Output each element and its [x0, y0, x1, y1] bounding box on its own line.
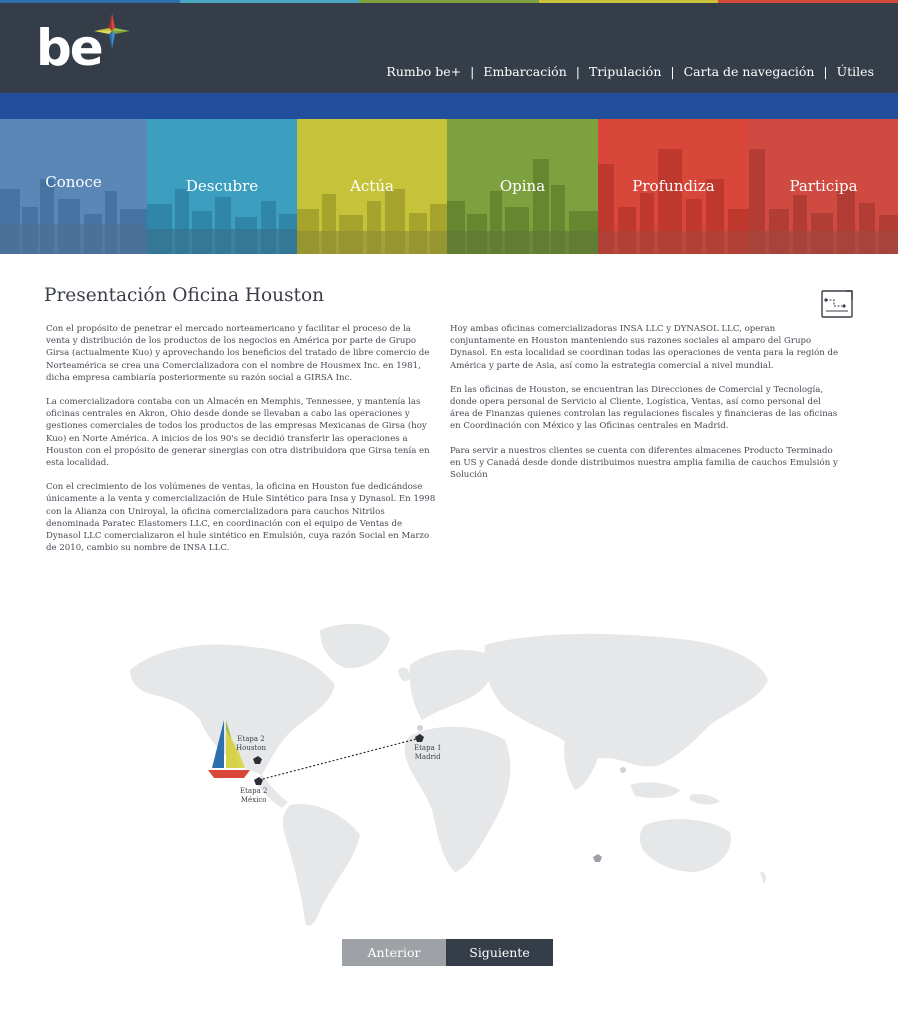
paragraph: Con el crecimiento de los volúmenes de ventas, la oficina en Houston fue dedicándose únicamente a la venta y comercialización de Hule Sintético para Insa y Dynasol. En 1998 con la Alianza con Uniroyal, la oficina comercializadora para cauchos Nitrilos denominada Paratec Elastomers LLC, en coordinación con el equipo de Ventas de Dynasol LLC comercializaron el hule sintético en Emulsión, cuya razón Social en Marzo de 2010, cambio su nombre de INSA LLC. [46, 482, 436, 554]
world-map [120, 610, 800, 930]
previous-button[interactable]: Anterior [342, 939, 446, 966]
text-column-left [46, 323, 436, 566]
category-label: Opina [499, 177, 546, 195]
nav-rumbo[interactable]: Rumbo be+ [386, 64, 462, 79]
category-label: Actúa [350, 177, 394, 195]
world-map-graphic [120, 610, 800, 930]
paragraph: En las oficinas de Houston, se encuentran las Direcciones de Comercial y Tecnología, donde opera personal de Servicio al Cliente, Logística, Ventas, así como personal del área de Finanzas quienes controlan las regulaciones fiscales y financieras de las oficinas en Coordinación con México y las Oficinas centrales en Madrid. [450, 384, 838, 432]
category-profundiza[interactable] [598, 119, 749, 254]
text-column-right [450, 323, 842, 493]
logo[interactable] [36, 11, 136, 81]
marker-label-houston [236, 735, 266, 752]
pager [342, 939, 553, 966]
category-participa[interactable] [749, 119, 898, 254]
map-document-icon[interactable] [820, 288, 856, 320]
main-nav [386, 64, 874, 79]
category-conoce[interactable] [0, 119, 147, 254]
paragraph: Para servir a nuestros clientes se cuenta con diferentes almacenes Producto Terminado en US y Canadá desde donde distribuimos nuestra amplia familia de cauchos Emulsión y Solución [450, 445, 838, 481]
category-label: Participa [789, 177, 858, 195]
paragraph: La comercializadora contaba con un Almacén en Memphis, Tennessee, y mantenía las oficinas centrales en Akron, Ohio desde donde se llevaban a cabo las operaciones y gestiones comerciales de todos los productos de las empresas Mexicanas de Girsa (hoy Kuo) en Norte América. A inicios de los 90's se decidió transferir las operaciones a Houston con el propósito de generar sinergias con otra distribuidora que Girsa tenía en esta localidad. [46, 397, 430, 469]
page-title: Presentación Oficina Houston [44, 285, 325, 306]
category-actua[interactable] [297, 119, 447, 254]
nav-embarcacion[interactable]: Embarcación [483, 64, 567, 79]
marker-label-line: Etapa 1 [414, 744, 442, 752]
location-dot [620, 767, 626, 773]
nav-separator: | [575, 64, 580, 79]
site-header [0, 3, 898, 93]
category-label: Profundiza [632, 177, 715, 195]
paragraph: Hoy ambas oficinas comercializadoras INSA LLC y DYNASOL LLC, operan conjuntamente en Houston manteniendo sus razones sociales al amparo del Grupo Dynasol. En esta localidad se coordinan todas las operaciones de venta para la región de América y parte de Asia, así como la estrategia comercial a nivel mundial. [450, 324, 839, 371]
nav-separator: | [670, 64, 675, 79]
marker-label-line: Houston [236, 743, 266, 752]
category-bar [0, 119, 898, 254]
compass-star-icon [92, 11, 132, 51]
marker-label-line: México [240, 795, 267, 804]
marker-label-line: Madrid [414, 752, 441, 761]
marker-label-line: Etapa 2 [240, 787, 268, 795]
nav-tripulacion[interactable]: Tripulación [588, 64, 662, 79]
nav-carta[interactable]: Carta de navegación [683, 64, 815, 79]
category-descubre[interactable] [147, 119, 297, 254]
nav-separator: | [823, 64, 828, 79]
location-dot [593, 854, 602, 862]
route-line [259, 738, 420, 780]
paragraph: Con el propósito de penetrar el mercado norteamericano y facilitar el proceso de la venta y distribución de los productos de los negocios en América por parte de Grupo Girsa (actualmente Kuo) y aprovechando los beneficios del tratado de libre comercio de Norteamérica se crea una Comercializadora con el nombre de Housmex Inc. en 1981, dicha empresa cambiaría posteriormente su razón social a GIRSA Inc. [46, 324, 430, 383]
logo-text: be [36, 19, 102, 77]
next-button[interactable]: Siguiente [446, 939, 553, 966]
marker-label-line: Etapa 2 [237, 735, 265, 743]
marker-label-mexico [240, 787, 267, 804]
category-label: Conoce [45, 173, 102, 191]
header-blue-band [0, 93, 898, 119]
nav-utiles[interactable]: Útiles [836, 64, 874, 79]
nav-separator: | [470, 64, 475, 79]
category-opina[interactable] [447, 119, 598, 254]
marker-label-madrid [414, 744, 441, 761]
location-dot [417, 725, 423, 731]
category-label: Descubre [185, 177, 259, 195]
